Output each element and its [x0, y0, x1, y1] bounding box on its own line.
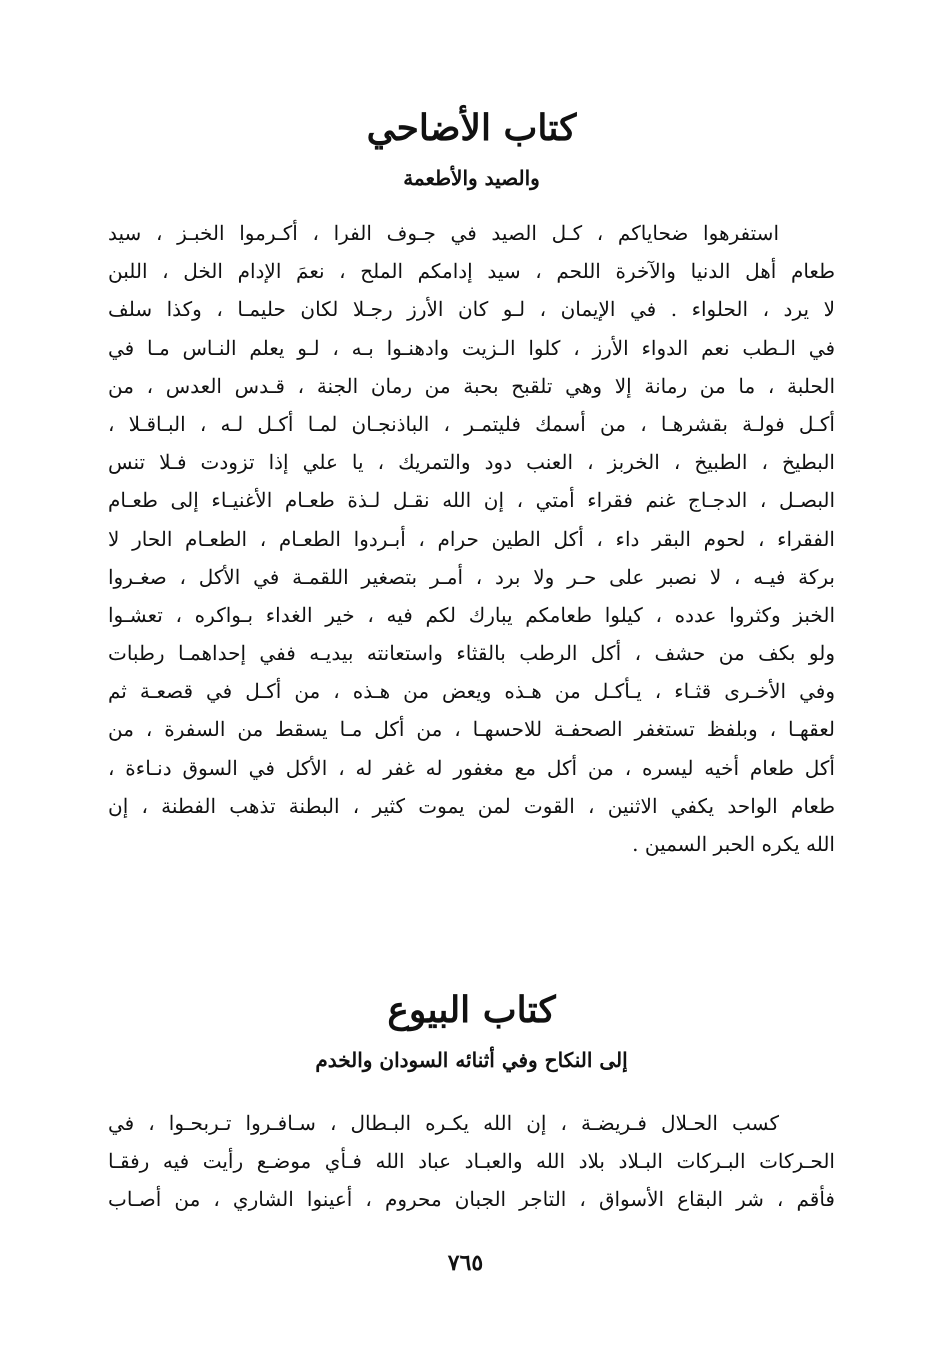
page-number: ٧٦٥	[447, 1250, 484, 1276]
text-line: طعام أهل الدنيا والآخرة اللحم ، سيد إدامكم الملح ، نعمَ الإدام الخل ، اللبن	[108, 259, 835, 284]
text-line: أكـل فولـة بقشرهـا ، من أسمك فليتمـر ، الباذنجـان لمـا أكـل لـه ، البـاقـلا ،	[108, 411, 835, 436]
section-subtitle: والصيد والأطعمة	[403, 166, 540, 190]
text-line: وفي الأخـرى قثـاء ، يـأكـل من هـذه ويعض من هـذه ، من أكـل في قصعـة ثم	[108, 679, 835, 704]
section-body-text	[108, 214, 835, 863]
text-line: الحـركات البـركات البـلاد بلاد الله والعبـاد عباد الله فـأي موضـع رأيت فيه رفقـا	[108, 1149, 835, 1174]
text-line: البصـل ، الدجـاج غنم فقراء أمتي ، إن الله نقـل لـذة طعـام الأغنيـاء إلى طعـام	[108, 488, 835, 513]
section-title: كتاب الأضاحي	[366, 107, 577, 149]
text-line: بركة فيـه ، لا نصبر على حـر ولا برد ، أمـر بتصغير اللقمـة في الأكل ، صغـروا	[108, 564, 835, 589]
text-line: البطيخ ، الطبيخ ، الخربز ، العنب دود والتمريك ، يا علي إذا تزودت فـلا تنس	[108, 450, 835, 475]
text-line: فأقم ، شر البقاع الأسواق ، التاجر الجبان محروم ، أعينوا الشاري ، من أصـاب	[108, 1187, 835, 1212]
section-title: كتاب البيوع	[387, 989, 556, 1031]
text-line: لا يرد ، الحلواء . في الإيمان ، لـو كان الأرز رجـلا لكان حليمـا ، وكذا سلف	[108, 297, 835, 322]
section-sales	[108, 978, 835, 1219]
text-line: الفقراء ، لحوم البقر داء ، أكل الطين حرام ، أبـردوا الطعـام ، الطعـام الحار لا	[108, 526, 835, 551]
section-sacrifices	[108, 96, 835, 863]
text-line: الله يكره الحبر السمين .	[632, 832, 835, 856]
text-line: الخبز وكثروا عدده ، كيلوا طعامكم يبارك لكم فيه ، خير الغداء بـواكره ، تعشـوا	[108, 602, 835, 627]
text-line: الحلبة ، ما من رمانة إلا وهي تلقبح بحبة من رمان الجنة ، قـدس العدس ، من	[108, 373, 835, 398]
text-line: لعقهـا ، وبلفظ تستغفر الصحفـة للاحسهـا ، من أكل مـا يسقط من السفرة ، من	[108, 717, 835, 742]
text-line: استفرهوا ضحاياكم ، كـل الصيد في جـوف الفرا ، أكـرموا الخبـز ، سيد	[108, 221, 779, 245]
text-line: طعام الواحد يكفي الاثنين ، القوت لمن يموت كثير ، البطنة تذهب الفطنة ، إن	[108, 793, 835, 818]
text-line: أكل طعام أخيه ليسره ، من أكل مع مغفور له غفر له ، الأكل في السوق دنـاءة ،	[108, 755, 835, 780]
text-line: كسب الحـلال فـريضـة ، إن الله يكـره البـطال ، سـافـروا تـربحـوا ، في	[108, 1111, 779, 1135]
text-line: ولو بكف من حشف ، أكل الرطب بالقثاء واستعانته بيديـه ففي إحداهمـا رطبات	[108, 641, 835, 666]
section-body-text	[108, 1104, 835, 1219]
text-line: في الـطب نعم الدواء الأرز ، كلوا الـزيت وادهنـوا بـه ، لـو يعلم النـاس مـا في	[108, 335, 835, 360]
section-subtitle: إلى النكاح وفي أثنائه السودان والخدم	[315, 1048, 628, 1072]
